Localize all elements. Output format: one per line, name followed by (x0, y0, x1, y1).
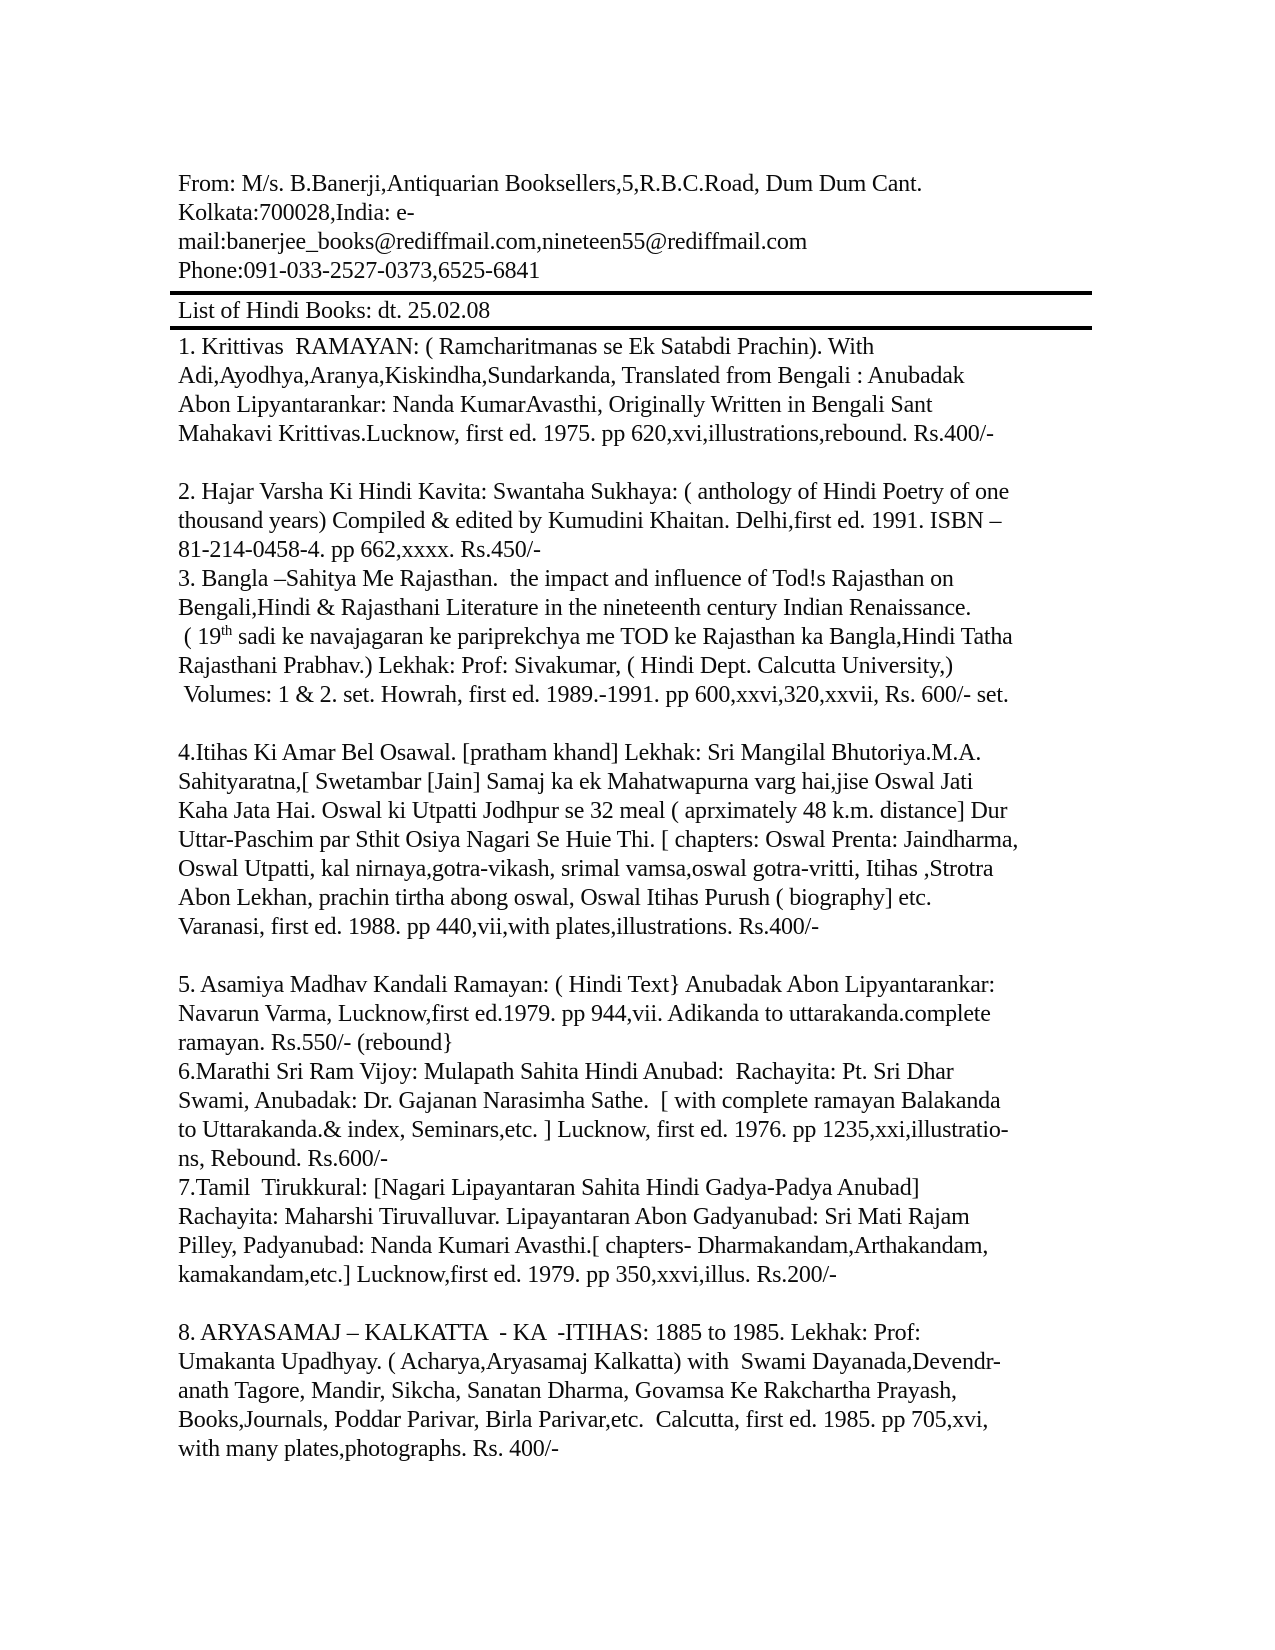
text-line: Pilley, Padyanubad: Nanda Kumari Avasthi.[ chapters- Dharmakandam,Arthakandam, (178, 1233, 989, 1259)
blank-line (178, 710, 1092, 739)
text-line: Uttar-Paschim par Sthit Osiya Nagari Se Huie Thi. [ chapters: Oswal Prenta: Jaindharma, (178, 827, 1019, 853)
text-line: anath Tagore, Mandir, Sikcha, Sanatan Dharma, Govamsa Ke Rakchartha Prayash, (178, 1378, 957, 1404)
text-line: Bengali,Hindi & Rajasthani Literature in the nineteenth century Indian Renaissance. (178, 595, 972, 621)
book-list (178, 333, 1092, 1464)
sender-line-2: Kolkata:700028,India: e- (178, 200, 415, 226)
text-line: 5. Asamiya Madhav Kandali Ramayan: ( Hindi Text} Anubadak Abon Lipyantarankar: (178, 972, 995, 998)
text-line: 3. Bangla –Sahitya Me Rajasthan. the impact and influence of Tod!s Rajasthan on (178, 566, 954, 592)
text-line: Kaha Jata Hai. Oswal ki Utpatti Jodhpur se 32 meal ( aprximately 48 k.m. distance] Dur (178, 798, 1008, 824)
text-segment: sadi ke navajagaran ke pariprekchya me TOD ke Rajasthan ka Bangla,Hindi Tatha (232, 624, 1013, 650)
text-line: Oswal Utpatti, kal nirnaya,gotra-vikash, srimal vamsa,oswal gotra-vritti, Itihas ,Strotra (178, 856, 994, 882)
book-item-5 (178, 971, 1092, 1058)
sender-line-1: From: M/s. B.Banerji,Antiquarian Booksellers,5,R.B.C.Road, Dum Dum Cant. (178, 171, 923, 197)
blank-line (178, 1290, 1092, 1319)
blank-line (178, 449, 1092, 478)
text-line: 81-214-0458-4. pp 662,xxxx. Rs.450/- (178, 537, 541, 563)
text-line: Volumes: 1 & 2. set. Howrah, first ed. 1989.-1991. pp 600,xxvi,320,xxvii, Rs. 600/- set. (178, 682, 1009, 708)
text-line: kamakandam,etc.] Lucknow,first ed. 1979. pp 350,xxvi,illus. Rs.200/- (178, 1262, 837, 1288)
text-line-with-superscript (178, 623, 1092, 652)
text-line: Abon Lipyantarankar: Nanda KumarAvasthi, Originally Written in Bengali Sant (178, 392, 933, 418)
text-line: 2. Hajar Varsha Ki Hindi Kavita: Swantaha Sukhaya: ( anthology of Hindi Poetry of one (178, 479, 1010, 505)
text-line: 6.Marathi Sri Ram Vijoy: Mulapath Sahita Hindi Anubad: Rachayita: Pt. Sri Dhar (178, 1059, 954, 1085)
text-segment: ( 19 (178, 624, 221, 650)
document-content (178, 170, 1092, 1464)
book-item-4 (178, 739, 1092, 942)
text-line: Umakanta Upadhyay. ( Acharya,Aryasamaj Kalkatta) with Swami Dayanada,Devendr- (178, 1349, 1001, 1375)
text-line: Mahakavi Krittivas.Lucknow, first ed. 1975. pp 620,xvi,illustrations,rebound. Rs.400/- (178, 421, 994, 447)
book-item-7 (178, 1174, 1092, 1290)
book-item-6 (178, 1058, 1092, 1174)
text-line: Abon Lekhan, prachin tirtha abong oswal, Oswal Itihas Purush ( biography] etc. (178, 885, 932, 911)
text-line: 8. ARYASAMAJ – KALKATTA - KA -ITIHAS: 1885 to 1985. Lekhak: Prof: (178, 1320, 921, 1346)
text-line: Books,Journals, Poddar Parivar, Birla Parivar,etc. Calcutta, first ed. 1985. pp 705,xvi, (178, 1407, 989, 1433)
text-line: Rajasthani Prabhav.) Lekhak: Prof: Sivakumar, ( Hindi Dept. Calcutta University,) (178, 653, 953, 679)
divider-bottom (170, 326, 1092, 330)
text-line: 7.Tamil Tirukkural: [Nagari Lipayantaran Sahita Hindi Gadya-Padya Anubad] (178, 1175, 920, 1201)
text-line: 4.Itihas Ki Amar Bel Osawal. [pratham khand] Lekhak: Sri Mangilal Bhutoriya.M.A. (178, 740, 982, 766)
sender-email-line: mail:banerjee_books@rediffmail.com,nineteen55@rediffmail.com (178, 229, 808, 255)
text-line: Sahityaratna,[ Swetambar [Jain] Samaj ka ek Mahatwapurna varg hai,jise Oswal Jati (178, 769, 974, 795)
text-line: Adi,Ayodhya,Aranya,Kiskindha,Sundarkanda, Translated from Bengali : Anubadak (178, 363, 965, 389)
text-line: Swami, Anubadak: Dr. Gajanan Narasimha Sathe. [ with complete ramayan Balakanda (178, 1088, 1001, 1114)
sender-block (178, 170, 1092, 286)
sender-phone-line: Phone:091-033-2527-0373,6525-6841 (178, 258, 541, 284)
book-item-8 (178, 1319, 1092, 1464)
book-item-2 (178, 478, 1092, 565)
list-title: List of Hindi Books: dt. 25.02.08 (178, 298, 491, 324)
text-line: thousand years) Compiled & edited by Kumudini Khaitan. Delhi,first ed. 1991. ISBN – (178, 508, 1002, 534)
text-line: Varanasi, first ed. 1988. pp 440,vii,with plates,illustrations. Rs.400/- (178, 914, 819, 940)
text-line: ns, Rebound. Rs.600/- (178, 1146, 388, 1172)
text-line: with many plates,photographs. Rs. 400/- (178, 1436, 559, 1462)
text-line: to Uttarakanda.& index, Seminars,etc. ] Lucknow, first ed. 1976. pp 1235,xxi,illustratio- (178, 1117, 1009, 1143)
divider-top (170, 291, 1092, 295)
text-line: Navarun Varma, Lucknow,first ed.1979. pp 944,vii. Adikanda to uttarakanda.complete (178, 1001, 991, 1027)
book-item-3 (178, 565, 1092, 710)
text-line: 1. Krittivas RAMAYAN: ( Ramcharitmanas se Ek Satabdi Prachin). With (178, 334, 875, 360)
blank-line (178, 942, 1092, 971)
book-item-1 (178, 333, 1092, 449)
text-line: ramayan. Rs.550/- (rebound} (178, 1030, 454, 1056)
ordinal-superscript: th (221, 623, 233, 639)
text-line: Rachayita: Maharshi Tiruvalluvar. Lipayantaran Abon Gadyanubad: Sri Mati Rajam (178, 1204, 970, 1230)
